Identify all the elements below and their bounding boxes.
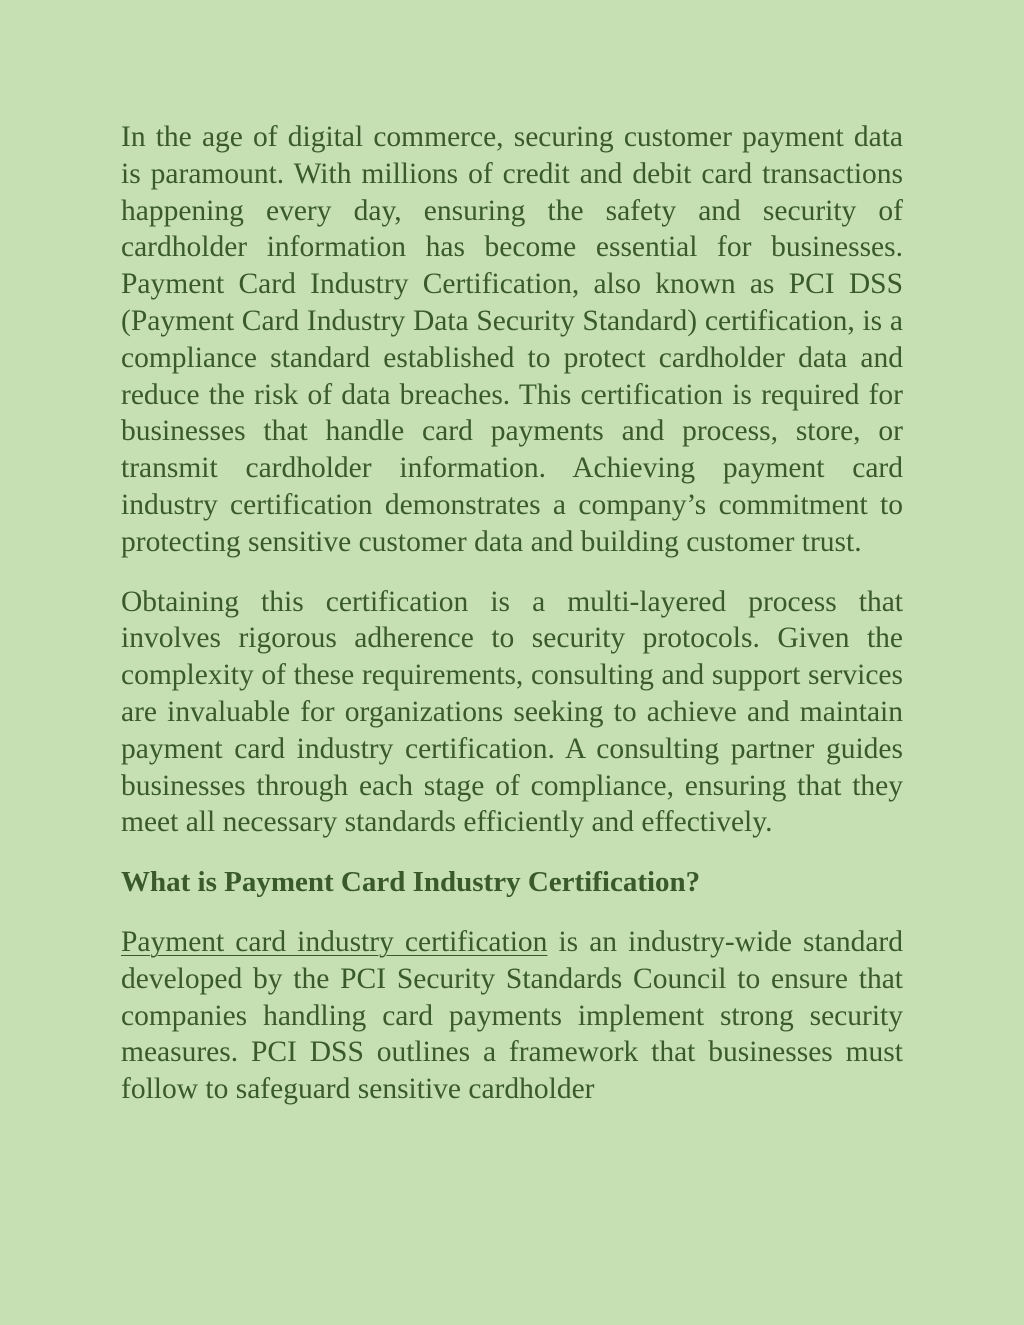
section-heading: What is Payment Card Industry Certification? [121,866,701,899]
pci-certification-link[interactable]: Payment card industry certification [121,925,548,958]
document-page [121,119,903,1108]
definition-text: is an industry-wide standard developed by the PCI Security Standards Council to ensure that companies handling card payments implement strong security measures. PCI DSS outlines a framework that businesses must follow to safeguard sensitive cardholder [121,925,903,1106]
definition-paragraph [121,924,903,1108]
certification-process-paragraph: Obtaining this certification is a multi-layered process that involves rigorous adherence to security protocols. Given the complexity of these requirements, consulting and support services are invaluable for organizations seeking to achieve and maintain payment card industry certification. A consulting partner guides businesses through each stage of compliance, ensuring that they meet all necessary standards efficiently and effectively. [121,585,903,839]
intro-paragraph: In the age of digital commerce, securing customer payment data is paramount. With millions of credit and debit card transactions happening every day, ensuring the safety and security of cardholder information has become essential for businesses. Payment Card Industry Certification, also known as PCI DSS (Payment Card Industry Data Security Standard) certification, is a compliance standard established to protect cardholder data and reduce the risk of data breaches. This certification is required for businesses that handle card payments and process, store, or transmit cardholder information. Achieving payment card industry certification demonstrates a company’s commitment to protecting sensitive customer data and building customer trust. [121,121,903,558]
